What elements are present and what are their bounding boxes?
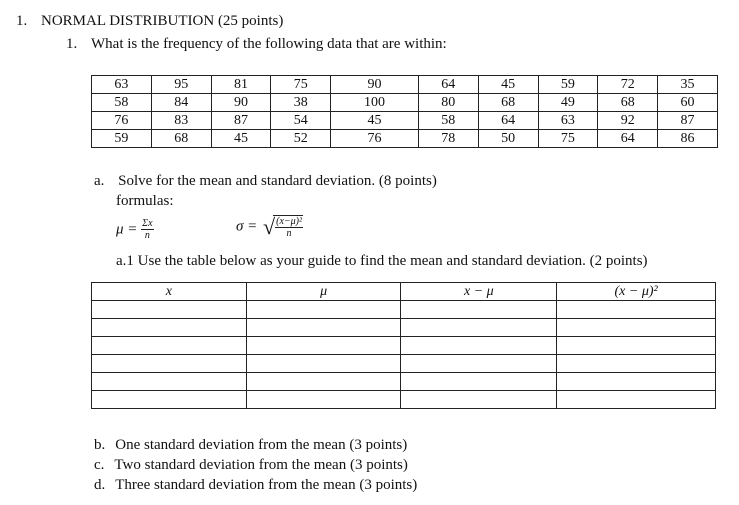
mean-formula-lhs: μ = [116,221,138,238]
part-a [94,172,437,190]
guide-table-header-cell: x [92,283,247,301]
data-table-row [92,94,718,112]
data-table [91,75,718,148]
part-marker: d. [94,477,106,493]
data-table-cell: 90 [211,94,271,112]
guide-table-empty-cell[interactable] [92,373,247,391]
guide-table-empty-cell[interactable] [401,301,557,319]
mean-formula-denominator: n [144,230,150,241]
guide-table-header-row [92,283,716,301]
guide-table-empty-cell[interactable] [557,301,716,319]
data-table-cell: 54 [271,112,331,130]
part-text: Three standard deviation from the mean (3 points) [115,477,418,493]
mean-formula [116,218,154,242]
guide-table-row [92,355,716,373]
question-number: 1. [66,36,78,52]
guide-table [91,282,716,409]
mean-formula-fraction [141,218,153,242]
guide-table-empty-cell[interactable] [92,319,247,337]
section-title: NORMAL DISTRIBUTION (25 points) [41,13,284,29]
data-table-cell: 45 [331,112,419,130]
part-a-text: Solve for the mean and standard deviation. (8 points) [118,173,437,189]
guide-table-empty-cell[interactable] [401,373,557,391]
data-table-row [92,112,718,130]
section-heading [16,12,283,30]
data-table-cell: 58 [92,94,152,112]
data-table-cell: 87 [658,112,718,130]
data-table-cell: 75 [271,76,331,94]
guide-table-empty-cell[interactable] [557,355,716,373]
sd-formula-lhs: σ = [236,218,258,235]
sd-formula-fraction [273,215,303,240]
guide-table-empty-cell[interactable] [246,391,401,409]
part-text: Two standard deviation from the mean (3 points) [114,457,408,473]
sd-formula-radical: √ [263,214,276,239]
data-table-row [92,76,718,94]
data-table-cell: 100 [331,94,419,112]
guide-table-empty-cell[interactable] [246,373,401,391]
data-table-cell: 38 [271,94,331,112]
data-table-cell: 64 [478,112,538,130]
data-table-cell: 68 [151,130,211,148]
guide-table-empty-cell[interactable] [92,337,247,355]
guide-table-empty-cell[interactable] [246,355,401,373]
part-text: One standard deviation from the mean (3 points) [115,437,408,453]
sd-formula-denominator: n [286,227,292,239]
data-table-cell: 64 [598,130,658,148]
data-table-cell: 81 [211,76,271,94]
guide-table-empty-cell[interactable] [246,301,401,319]
guide-table-empty-cell[interactable] [92,355,247,373]
guide-table-empty-cell[interactable] [92,391,247,409]
data-table-row [92,130,718,148]
data-table-cell: 92 [598,112,658,130]
data-table-cell: 75 [538,130,598,148]
question-text: What is the frequency of the following data that are within: [91,36,447,52]
data-table-cell: 86 [658,130,718,148]
guide-table-row [92,319,716,337]
data-table-cell: 45 [478,76,538,94]
part-item [94,456,408,474]
guide-table-empty-cell[interactable] [246,319,401,337]
sd-formula-numerator: (x−μ)² [276,215,302,227]
guide-table-empty-cell[interactable] [557,319,716,337]
data-table-cell: 76 [92,112,152,130]
data-table-cell: 49 [538,94,598,112]
guide-table-header-cell: μ [246,283,401,301]
data-table-cell: 72 [598,76,658,94]
data-table-cell: 50 [478,130,538,148]
guide-table-empty-cell[interactable] [557,337,716,355]
part-item [94,476,417,494]
part-a-marker: a. [94,173,105,189]
data-table-cell: 78 [418,130,478,148]
data-table-cell: 84 [151,94,211,112]
part-marker: c. [94,457,105,473]
data-table-cell: 52 [271,130,331,148]
data-table-cell: 90 [331,76,419,94]
data-table-cell: 87 [211,112,271,130]
guide-table-header-cell: (x − μ)² [557,283,716,301]
guide-table-empty-cell[interactable] [246,337,401,355]
guide-table-row [92,373,716,391]
data-table-cell: 59 [92,130,152,148]
data-table-cell: 35 [658,76,718,94]
guide-table-empty-cell[interactable] [401,391,557,409]
data-table-cell: 64 [418,76,478,94]
guide-table-header-cell: x − μ [401,283,557,301]
guide-table-row [92,337,716,355]
guide-table-row [92,301,716,319]
data-table-cell: 83 [151,112,211,130]
data-table-cell: 63 [538,112,598,130]
data-table-cell: 80 [418,94,478,112]
guide-table-empty-cell[interactable] [557,373,716,391]
data-table-cell: 59 [538,76,598,94]
data-table-cell: 45 [211,130,271,148]
data-table-cell: 58 [418,112,478,130]
section-number: 1. [16,13,28,29]
sd-formula [236,214,303,240]
formulas-label: formulas: [116,193,174,209]
data-table-cell: 63 [92,76,152,94]
part-a1-text: a.1 Use the table below as your guide to find the mean and standard deviation. (2 points) [116,253,648,269]
data-table-cell: 60 [658,94,718,112]
guide-table-empty-cell[interactable] [401,337,557,355]
guide-table-empty-cell[interactable] [92,301,247,319]
data-table-cell: 76 [331,130,419,148]
guide-table-empty-cell[interactable] [401,355,557,373]
part-item [94,436,407,454]
data-table-cell: 95 [151,76,211,94]
question-line [66,35,447,53]
guide-table-empty-cell[interactable] [557,391,716,409]
guide-table-empty-cell[interactable] [401,319,557,337]
data-table-cell: 68 [478,94,538,112]
data-table-cell: 68 [598,94,658,112]
guide-table-row [92,391,716,409]
mean-formula-numerator: Σx [142,218,153,229]
part-marker: b. [94,437,106,453]
